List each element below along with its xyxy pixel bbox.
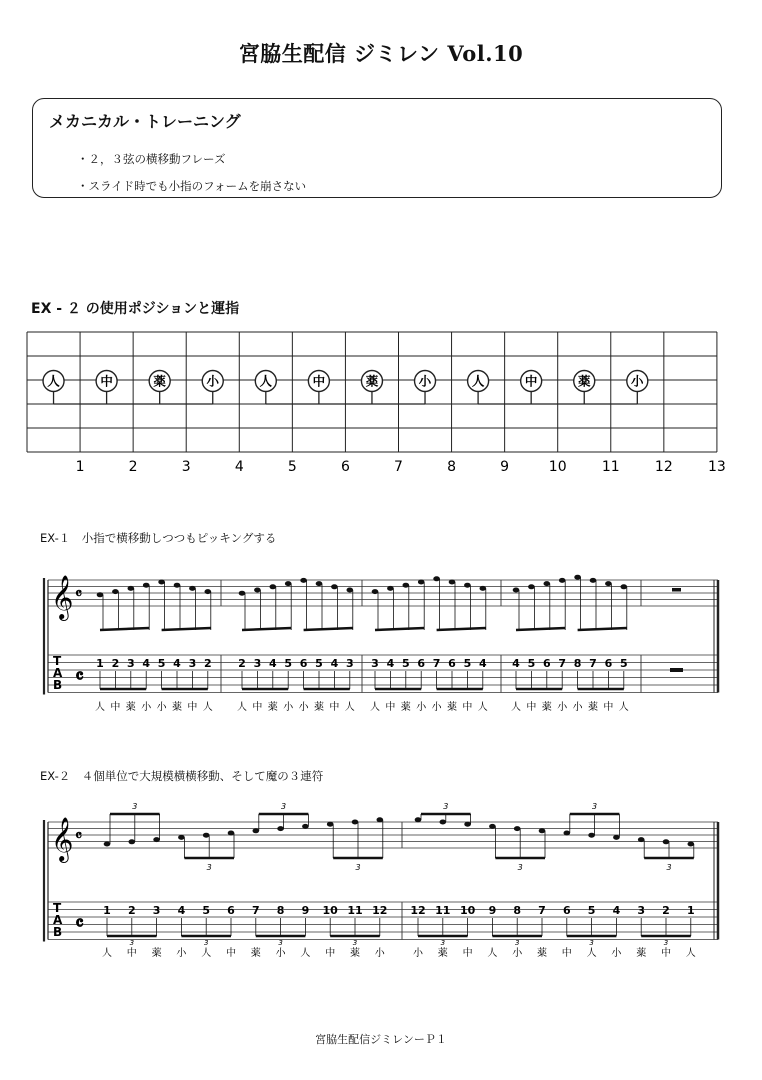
note-head — [228, 831, 235, 836]
finger-label: 人 — [344, 702, 355, 713]
finger-label: 中 — [462, 702, 473, 713]
fret-number: 5 — [287, 459, 297, 475]
finger-label: 人 — [477, 702, 488, 713]
triplet-mark: 3 — [592, 802, 598, 811]
tab-fret-number: 7 — [432, 657, 441, 670]
note-head — [415, 817, 422, 822]
note-beam — [100, 628, 149, 630]
fret-number: 12 — [654, 459, 673, 475]
finger-label: 薬 — [365, 373, 379, 389]
tab-letter: T — [53, 901, 62, 915]
triplet-mark: 3 — [443, 802, 449, 811]
tab-rest — [670, 668, 683, 672]
note-beam — [242, 628, 291, 630]
finger-label: 中 — [100, 373, 113, 389]
tab-fret-number: 3 — [188, 657, 197, 670]
note-head — [377, 817, 384, 822]
finger-label: 人 — [47, 373, 60, 389]
note-head — [480, 586, 487, 591]
note-head — [514, 826, 521, 831]
finger-label: 小 — [283, 702, 294, 713]
fret-number: 1 — [75, 459, 85, 475]
finger-label: 人 — [586, 948, 597, 959]
note-beam — [304, 628, 353, 630]
tab-letter: B — [53, 925, 63, 939]
note-head — [513, 588, 520, 593]
note-head — [347, 588, 354, 593]
note-head — [605, 581, 612, 586]
note-head — [158, 580, 165, 585]
tab-fret-number: 3 — [637, 904, 646, 917]
tab-fret-number: 2 — [662, 904, 670, 917]
summary-heading: メカニカル・トレーニング — [49, 112, 241, 131]
note-head — [128, 586, 135, 591]
tab-fret-number: 5 — [315, 657, 323, 670]
note-head — [574, 575, 581, 580]
fret-number: 3 — [181, 459, 191, 475]
finger-label: 中 — [603, 702, 614, 713]
note-head — [331, 584, 338, 589]
fret-number: 2 — [128, 459, 138, 475]
note-head — [613, 835, 620, 840]
finger-label: 薬 — [151, 948, 162, 959]
fret-number: 13 — [707, 459, 726, 475]
finger-label: 薬 — [153, 373, 166, 389]
note-head — [489, 824, 496, 829]
finger-label: 人 — [102, 948, 112, 959]
tab-fret-number: 6 — [417, 657, 426, 670]
tab-fret-number: 10 — [459, 904, 476, 917]
finger-label: 中 — [325, 948, 336, 959]
fret-number: 8 — [447, 459, 457, 475]
tab-fret-number: 8 — [573, 657, 582, 670]
tab-fret-number: 3 — [126, 657, 135, 670]
tab-fret-number: 7 — [558, 657, 567, 670]
note-head — [433, 576, 440, 581]
tab-fret-number: 7 — [251, 904, 260, 917]
note-head — [129, 839, 136, 844]
tab-triplet-mark: 3 — [514, 939, 520, 947]
finger-label: 人 — [95, 702, 105, 713]
tab-fret-number: 12 — [410, 904, 426, 917]
finger-label: 小 — [572, 702, 583, 713]
finger-label: 薬 — [314, 702, 324, 713]
triplet-mark: 3 — [666, 863, 672, 872]
note-head — [285, 581, 292, 586]
note-head — [559, 578, 566, 583]
tab-fret-number: 12 — [372, 904, 388, 917]
tab-fret-number: 6 — [227, 904, 235, 917]
note-head — [638, 837, 645, 842]
tab-fret-number: 11 — [435, 904, 451, 917]
tab-fret-number: 10 — [322, 904, 338, 917]
tab-fret-number: 2 — [238, 657, 246, 670]
tab-triplet-mark: 3 — [589, 939, 594, 947]
ex2-label: EX-２ ４個単位で大規模横横移動、そして魔の３連符 — [40, 769, 324, 783]
finger-label: 小 — [416, 702, 427, 713]
note-beam — [516, 628, 565, 630]
triplet-mark: 3 — [206, 863, 212, 872]
finger-label: 薬 — [636, 948, 647, 959]
note-head — [544, 581, 551, 586]
finger-label: 人 — [259, 373, 273, 389]
finger-label: 人 — [471, 373, 485, 389]
note-head — [590, 578, 597, 583]
finger-label: 中 — [187, 702, 198, 713]
tab-fret-number: 11 — [347, 904, 363, 917]
tab-triplet-mark: 3 — [440, 939, 446, 947]
note-head — [174, 583, 181, 588]
note-head — [621, 584, 628, 589]
tab-fret-number: 2 — [111, 657, 120, 670]
note-beam — [375, 628, 424, 630]
finger-label: 薬 — [267, 702, 278, 713]
note-head — [97, 592, 104, 597]
finger-label: 中 — [226, 948, 236, 959]
finger-label: 小 — [206, 373, 220, 389]
note-beam — [437, 628, 486, 630]
page-footer: 宮脇生配信ジミレンーＰ１ — [315, 1033, 447, 1046]
finger-label: 小 — [374, 948, 385, 959]
note-head — [302, 824, 309, 829]
tab-fret-number: 8 — [276, 904, 285, 917]
finger-label: 小 — [275, 948, 286, 959]
ex1-notation — [0, 560, 762, 720]
summary-bullet: ・スライド時でも小指のフォームを崩さない — [77, 179, 307, 193]
note-head — [539, 828, 546, 833]
finger-label: 薬 — [437, 948, 448, 959]
tab-fret-number: 5 — [284, 657, 293, 670]
note-head — [663, 839, 670, 844]
tab-letter: B — [53, 678, 63, 692]
tab-fret-number: 6 — [542, 657, 551, 670]
note-beam — [578, 628, 627, 630]
summary-box — [32, 98, 722, 198]
ex2-notation — [0, 796, 762, 976]
note-head — [104, 842, 111, 847]
finger-label: 薬 — [350, 948, 360, 959]
tab-triplet-mark: 3 — [663, 939, 669, 947]
note-head — [440, 820, 447, 825]
note-head — [112, 589, 119, 594]
tab-letter: A — [53, 666, 63, 680]
note-head — [254, 588, 261, 593]
finger-label: 中 — [312, 373, 326, 389]
finger-label: 中 — [661, 948, 671, 959]
note-head — [300, 578, 307, 583]
time-signature: 𝄴 — [75, 826, 83, 845]
finger-label: 人 — [487, 948, 498, 959]
finger-label: 中 — [385, 702, 396, 713]
tab-fret-number: 3 — [152, 904, 161, 917]
tab-fret-number: 4 — [173, 657, 181, 670]
finger-label: 小 — [156, 702, 167, 713]
fretboard-diagram — [0, 320, 762, 480]
finger-label: 薬 — [577, 373, 591, 389]
finger-label: 中 — [329, 702, 340, 713]
tab-fret-number: 9 — [301, 904, 310, 917]
tab-letter: A — [53, 913, 63, 927]
triplet-mark: 3 — [517, 863, 523, 872]
note-head — [153, 837, 160, 842]
finger-label: 薬 — [541, 702, 552, 713]
tab-fret-number: 5 — [401, 657, 410, 670]
tab-fret-number: 4 — [268, 657, 277, 670]
finger-label: 人 — [511, 702, 521, 713]
finger-label: 中 — [561, 948, 572, 959]
tab-fret-number: 1 — [686, 904, 695, 917]
note-head — [387, 586, 394, 591]
finger-label: 薬 — [537, 948, 547, 959]
finger-label: 中 — [252, 702, 263, 713]
note-head — [564, 831, 571, 836]
finger-label: 薬 — [172, 702, 182, 713]
note-head — [528, 584, 535, 589]
finger-label: 人 — [370, 702, 380, 713]
finger-label: 薬 — [250, 948, 261, 959]
note-head — [352, 820, 359, 825]
tab-fret-number: 2 — [127, 904, 136, 917]
tab-fret-number: 6 — [448, 657, 456, 670]
finger-label: 人 — [201, 948, 212, 959]
finger-label: 中 — [524, 373, 538, 389]
time-signature: 𝄴 — [75, 584, 83, 603]
finger-label: 薬 — [588, 702, 598, 713]
tab-fret-number: 4 — [330, 657, 339, 670]
tab-triplet-mark: 3 — [203, 939, 209, 947]
note-head — [189, 586, 196, 591]
tab-fret-number: 5 — [587, 904, 596, 917]
tab-fret-number: 4 — [177, 904, 186, 917]
finger-label: 小 — [611, 948, 622, 959]
note-head — [327, 822, 334, 827]
tab-letter: T — [53, 654, 62, 668]
note-beam — [162, 628, 211, 630]
tab-fret-number: 4 — [512, 657, 520, 670]
note-head — [464, 583, 471, 588]
finger-label: 人 — [237, 702, 247, 713]
note-head — [316, 581, 323, 586]
finger-label: 小 — [176, 948, 187, 959]
tab-triplet-mark: 3 — [352, 939, 358, 947]
tab-fret-number: 6 — [562, 904, 571, 917]
note-head — [239, 591, 246, 596]
finger-label: 小 — [631, 373, 644, 389]
tab-fret-number: 5 — [202, 904, 211, 917]
tab-fret-number: 5 — [463, 657, 472, 670]
page-title: 宮脇生配信 ジミレン Vol.10 — [238, 41, 524, 66]
fret-number: 4 — [234, 459, 244, 475]
summary-bullet: ・２，３弦の横移動フレーズ — [77, 152, 226, 166]
fret-number: 11 — [601, 459, 620, 475]
tab-fret-number: 1 — [103, 904, 111, 917]
tab-time-signature: 𝄴 — [75, 911, 84, 935]
finger-label: 小 — [141, 702, 152, 713]
tab-fret-number: 4 — [142, 657, 151, 670]
note-head — [205, 589, 212, 594]
finger-label: 薬 — [400, 702, 411, 713]
finger-label: 中 — [126, 948, 137, 959]
tab-fret-number: 5 — [527, 657, 536, 670]
finger-label: 小 — [431, 702, 442, 713]
note-head — [178, 835, 185, 840]
tab-triplet-mark: 3 — [129, 939, 135, 947]
note-head — [588, 833, 595, 838]
tab-fret-number: 6 — [299, 657, 308, 670]
note-head — [403, 583, 410, 588]
tab-fret-number: 4 — [478, 657, 487, 670]
fret-number: 9 — [500, 459, 510, 475]
finger-label: 小 — [418, 373, 432, 389]
tab-fret-number: 5 — [157, 657, 166, 670]
finger-label: 人 — [685, 948, 696, 959]
tab-fret-number: 7 — [589, 657, 597, 670]
fret-number: 6 — [340, 459, 350, 475]
tab-fret-number: 6 — [604, 657, 613, 670]
finger-label: 小 — [557, 702, 568, 713]
tab-fret-number: 4 — [612, 904, 621, 917]
tab-fret-number: 3 — [253, 657, 262, 670]
finger-label: 中 — [110, 702, 121, 713]
finger-label: 人 — [202, 702, 213, 713]
treble-clef: 𝄞 — [51, 817, 74, 861]
treble-clef: 𝄞 — [51, 575, 74, 619]
tab-time-signature: 𝄴 — [75, 664, 84, 688]
note-head — [143, 583, 150, 588]
finger-label: 小 — [512, 948, 523, 959]
note-head — [688, 842, 695, 847]
tab-fret-number: 3 — [345, 657, 354, 670]
note-head — [449, 580, 456, 585]
ex1-label: EX-１ 小指で横移動しつつもピッキングする — [40, 531, 277, 545]
whole-rest — [672, 588, 681, 592]
note-head — [418, 580, 425, 585]
triplet-mark: 3 — [355, 863, 361, 872]
note-head — [464, 822, 471, 827]
note-head — [270, 584, 277, 589]
tab-triplet-mark: 3 — [278, 939, 283, 947]
tab-fret-number: 3 — [371, 657, 379, 670]
finger-label: 薬 — [447, 702, 457, 713]
note-head — [253, 828, 260, 833]
finger-label: 小 — [298, 702, 309, 713]
tab-fret-number: 4 — [386, 657, 395, 670]
note-head — [277, 826, 284, 831]
tab-fret-number: 2 — [203, 657, 212, 670]
triplet-mark: 3 — [281, 802, 287, 811]
finger-label: 中 — [526, 702, 537, 713]
finger-label: 中 — [462, 948, 473, 959]
tab-fret-number: 9 — [488, 904, 497, 917]
position-chart-title: EX - ２ の使用ポジションと運指 — [31, 301, 240, 317]
fret-number: 7 — [394, 459, 403, 475]
triplet-mark: 3 — [132, 802, 138, 811]
fret-number: 10 — [548, 459, 567, 475]
tab-fret-number: 8 — [513, 904, 522, 917]
note-head — [372, 589, 379, 594]
tab-fret-number: 1 — [96, 657, 104, 670]
note-head — [203, 833, 210, 838]
finger-label: 人 — [618, 702, 629, 713]
tab-fret-number: 7 — [538, 904, 546, 917]
finger-label: 小 — [413, 948, 423, 959]
finger-label: 人 — [300, 948, 311, 959]
finger-label: 薬 — [125, 702, 136, 713]
tab-fret-number: 5 — [619, 657, 628, 670]
